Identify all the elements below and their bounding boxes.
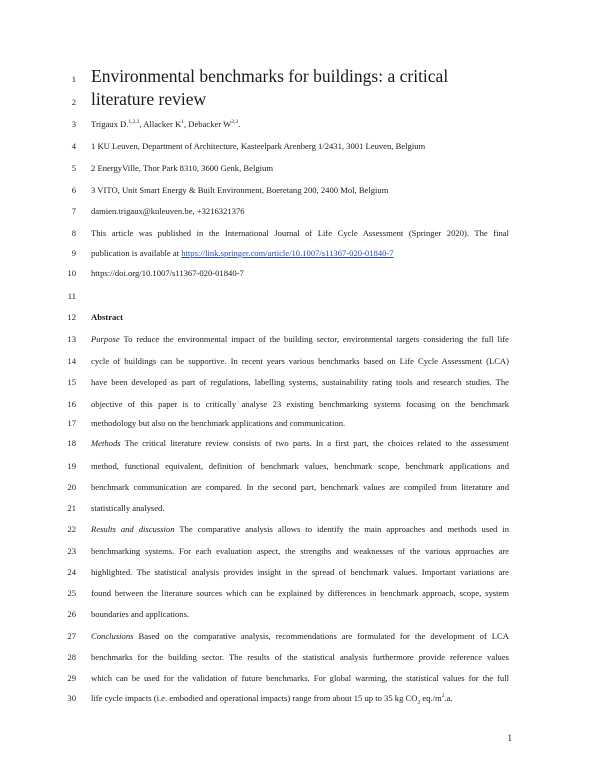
line-number: 26: [67, 609, 76, 619]
affiliation-1: 1 KU Leuven, Department of Architecture, Kasteelpark Arenberg 1/2431, 3001 Leuven, Belgium: [91, 141, 426, 151]
paper-title: Environmental benchmarks for buildings: a critical: [91, 66, 449, 86]
author-3-affil: 2,3: [231, 119, 239, 126]
conclusions-text: benchmarks for the building sector. The results of the statistical analysis furthermore provide reference values: [91, 652, 509, 662]
results-text: highlighted. The statistical analysis provides insight in the spread of benchmark values. Important variations are: [91, 567, 509, 577]
m2-superscript: 2: [441, 693, 445, 700]
line-number: 14: [67, 356, 76, 366]
line-number: 24: [67, 567, 76, 577]
authors: [91, 119, 509, 129]
author-sep: ,: [183, 119, 187, 129]
author-sep: ,: [139, 119, 142, 129]
results-label: Results and discussion: [91, 524, 175, 534]
methods-text-0: The critical literature review consists of two parts. In a first part, the choices related to the assessment: [120, 438, 509, 448]
line-number: 22: [67, 524, 76, 534]
publication-note: This article was published in the International Journal of Life Cycle Assessment (Springer 2020). The final: [91, 228, 509, 238]
conclusions-text: [91, 693, 509, 706]
results-text: boundaries and applications.: [91, 609, 190, 619]
line-number: 21: [67, 503, 76, 513]
author-1: Trigaux D.: [91, 119, 129, 129]
purpose-text: cycle of buildings can be supportive. In recent years various benchmarks based on Life Cycle Assessment (LCA): [91, 356, 509, 366]
purpose-text: methodology but also on the benchmark applications and communication.: [91, 418, 346, 428]
results-text-0: The comparative analysis allows to identify the main approaches and methods used in: [174, 524, 509, 534]
methods-text: benchmark communication are compared. In the second part, benchmark values are compiled from literature and: [91, 482, 509, 492]
line-number: 2: [71, 97, 76, 107]
line-number: 4: [71, 141, 76, 151]
affiliation-3: 3 VITO, Unit Smart Energy & Built Environment, Boeretang 200, 2400 Mol, Belgium: [91, 185, 389, 195]
methods-text: [91, 438, 509, 448]
line-number: 20: [67, 482, 76, 492]
page-number: 1: [507, 733, 512, 743]
author-2-affil: 1: [181, 119, 184, 126]
line-number: 16: [67, 399, 76, 409]
author-1-affil: 1,2,3: [128, 119, 140, 126]
line-number: 30: [67, 693, 76, 703]
line-number: 3: [71, 119, 76, 129]
line-number: 5: [71, 163, 76, 173]
purpose-text-0: To reduce the environmental impact of the building sector, environmental targets considering the full life: [119, 334, 509, 344]
purpose-label: Purpose: [91, 334, 120, 344]
contact-info: damien.trigaux@kuleuven.be, +3216321376: [91, 206, 245, 216]
conclusions-text-a: life cycle impacts (i.e. embodied and operational impacts) range from about 15 up to 35 kg CO: [91, 693, 418, 703]
publication-prefix: publication is available at: [91, 248, 182, 258]
conclusions-text-c: .a.: [444, 693, 453, 703]
purpose-text: objective of this paper is to critically analyse 23 existing benchmarking systems focusing on the benchmark: [91, 399, 509, 409]
purpose-text: have been developed as part of regulations, labelling systems, sustainability rating tools and research studies. The: [91, 377, 509, 387]
line-number: 29: [67, 673, 76, 683]
conclusions-text: which can be used for the validation of future benchmarks. For global warming, the statistical values for the full: [91, 673, 509, 683]
line-number: 11: [67, 291, 76, 301]
paper-title-cont: literature review: [91, 89, 207, 109]
line-number: 28: [67, 652, 76, 662]
abstract-heading: Abstract: [91, 312, 123, 322]
line-number: 12: [67, 312, 76, 322]
line-number: 1: [71, 74, 76, 84]
conclusions-label: Conclusions: [91, 631, 134, 641]
conclusions-text-0: Based on the comparative analysis, recommendations are formulated for the development of LCA: [133, 631, 509, 641]
conclusions-text-b: eq./m: [420, 693, 442, 703]
author-end: .: [238, 119, 241, 129]
line-number: 15: [67, 377, 76, 387]
co2-subscript: 2: [417, 699, 421, 706]
methods-label: Methods: [91, 438, 121, 448]
methods-text: method, functional equivalent, definition of benchmark values, benchmark scope, benchmark applications and: [91, 461, 509, 471]
author-3: Debacker W: [188, 119, 232, 129]
conclusions-text: [91, 631, 509, 641]
affiliation-2: 2 EnergyVille, Thor Park 8310, 3600 Genk, Belgium: [91, 163, 273, 173]
purpose-text: [91, 334, 509, 344]
line-number: 25: [67, 588, 76, 598]
line-number: 17: [67, 418, 76, 428]
line-number: 7: [71, 206, 76, 216]
line-number: 27: [67, 631, 76, 641]
line-number: 19: [67, 461, 76, 471]
springer-link[interactable]: https://link.springer.com/article/10.1007/s11367-020-01840-7: [181, 248, 394, 258]
line-number: 18: [67, 438, 76, 448]
methods-text: statistically analysed.: [91, 503, 165, 513]
line-number: 13: [67, 334, 76, 344]
line-number: 9: [71, 248, 76, 258]
doi: https://doi.org/10.1007/s11367-020-01840-7: [91, 268, 244, 278]
publication-availability: [91, 248, 509, 258]
results-text: [91, 524, 509, 534]
results-text: found between the literature sources which can be explained by differences in benchmark approach, scope, system: [91, 588, 509, 598]
author-2: Allacker K: [143, 119, 182, 129]
line-number: 6: [71, 185, 76, 195]
results-text: benchmarking systems. For each evaluation aspect, the strengths and weaknesses of the various approaches are: [91, 546, 509, 556]
line-number: 23: [67, 546, 76, 556]
line-number: 8: [71, 228, 76, 238]
line-number: 10: [67, 268, 76, 278]
